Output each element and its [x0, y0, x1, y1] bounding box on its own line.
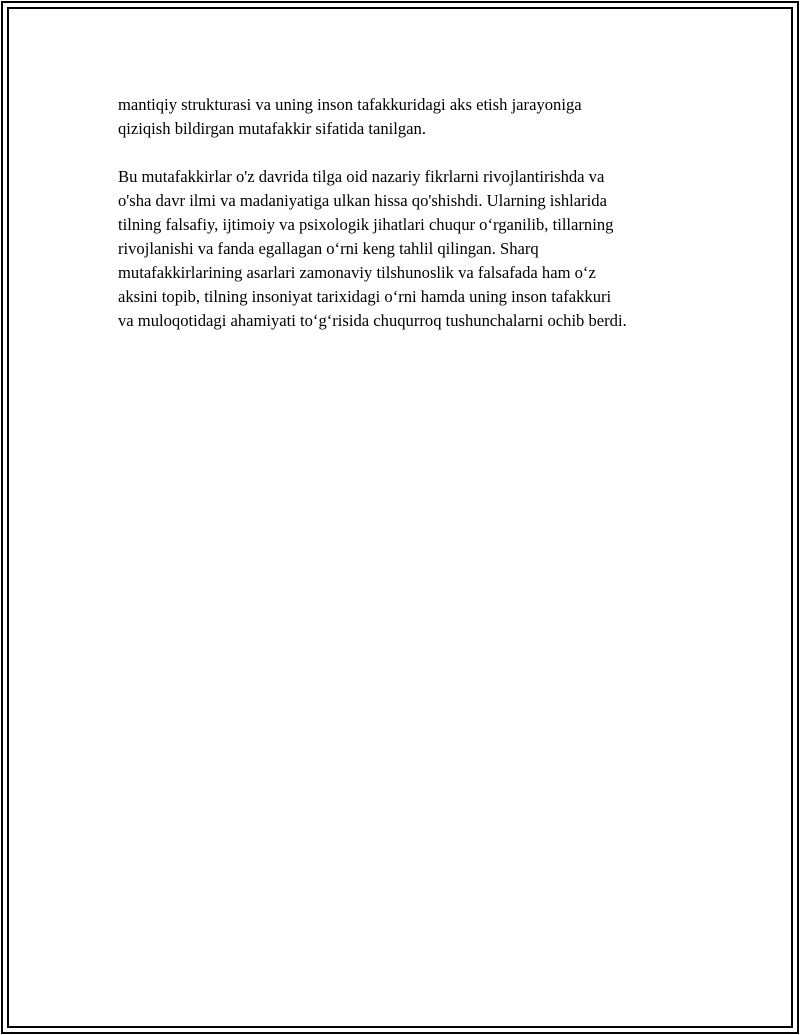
document-body — [118, 93, 698, 333]
text-line: tilning falsafiy, ijtimoiy va psixologik jihatlari chuqur o‘rganilib, tillarning — [118, 215, 614, 234]
text-line: rivojlanishi va fanda egallagan o‘rni keng tahlil qilingan. Sharq — [118, 239, 539, 258]
text-line: aksini topib, tilning insoniyat tarixidagi o‘rni hamda uning inson tafakkuri — [118, 287, 612, 306]
paragraph-2 — [118, 165, 698, 333]
paragraph-1 — [118, 93, 698, 141]
text-line: qiziqish bildirgan mutafakkir sifatida tanilgan. — [118, 119, 426, 138]
text-line: Bu mutafakkirlar o'z davrida tilga oid nazariy fikrlarni rivojlantirishda va — [118, 167, 605, 186]
text-line: o'sha davr ilmi va madaniyatiga ulkan hissa qo'shishdi. Ularning ishlarida — [118, 191, 607, 210]
text-line: mutafakkirlarining asarlari zamonaviy tilshunoslik va falsafada ham o‘z — [118, 263, 596, 282]
text-line: va muloqotidagi ahamiyati to‘g‘risida chuqurroq tushunchalarni ochib berdi. — [118, 311, 627, 330]
text-line: mantiqiy strukturasi va uning inson tafakkuridagi aks etish jarayoniga — [118, 95, 582, 114]
